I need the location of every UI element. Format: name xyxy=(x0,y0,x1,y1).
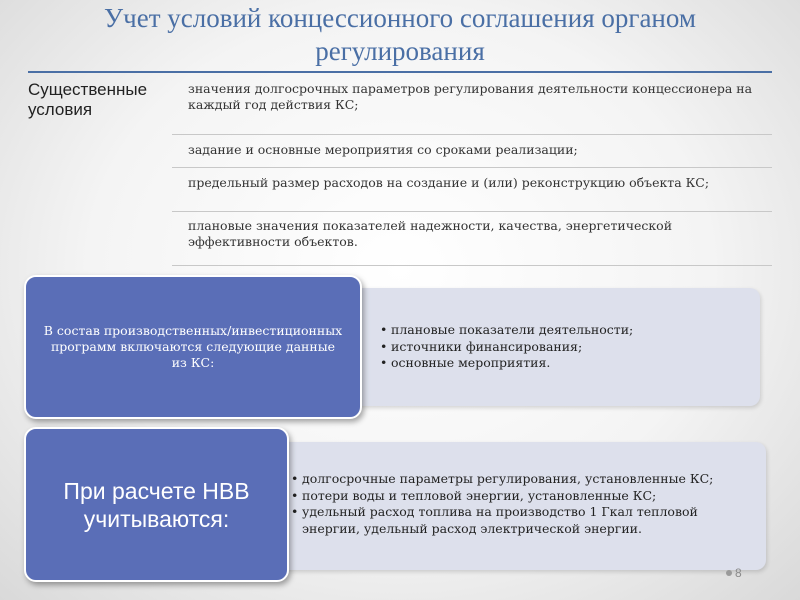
condition-row: значения долгосрочных параметров регулирования деятельности концессионера на каждый год действия КС; xyxy=(172,77,772,135)
slide-title-line2: регулирования xyxy=(315,36,485,66)
nvv-heading-box xyxy=(24,427,289,582)
title-divider xyxy=(28,71,772,73)
bullet-dot-icon xyxy=(726,570,732,576)
nvv-item: • удельный расход топлива на производство 1 Гкал тепловой энергии, удельный расход электрической энергии. xyxy=(291,504,756,537)
programs-items-list xyxy=(380,322,740,372)
page-number: 8 xyxy=(735,566,742,580)
programs-heading: В состав производственных/инвестиционных программ включаются следующие данные из КС: xyxy=(43,323,343,370)
essential-conditions-term xyxy=(28,80,178,120)
condition-row: предельный размер расходов на создание и (или) реконструкцию объекта КС; xyxy=(172,168,772,212)
condition-row: задание и основные мероприятия со сроками реализации; xyxy=(172,135,772,168)
slide-title xyxy=(40,2,760,68)
programs-item: • источники финансирования; xyxy=(380,339,740,356)
slide-title-line1: Учет условий концессионного соглашения органом xyxy=(104,3,696,33)
nvv-item: • потери воды и тепловой энергии, установленные КС; xyxy=(291,488,756,505)
nvv-item: • долгосрочные параметры регулирования, установленные КС; xyxy=(291,471,756,488)
page-indicator xyxy=(726,566,742,580)
programs-item: • основные мероприятия. xyxy=(380,355,740,372)
condition-row: плановые значения показателей надежности, качества, энергетической эффективности объектов. xyxy=(172,212,772,266)
programs-item: • плановые показатели деятельности; xyxy=(380,322,740,339)
programs-heading-box xyxy=(24,275,362,419)
essential-term-line1: Существенные xyxy=(28,80,148,99)
essential-term-line2: условия xyxy=(28,100,93,119)
nvv-items-list xyxy=(291,471,756,537)
nvv-heading: При расчете НВВ учитываются: xyxy=(63,477,250,532)
essential-conditions-list xyxy=(172,77,772,266)
